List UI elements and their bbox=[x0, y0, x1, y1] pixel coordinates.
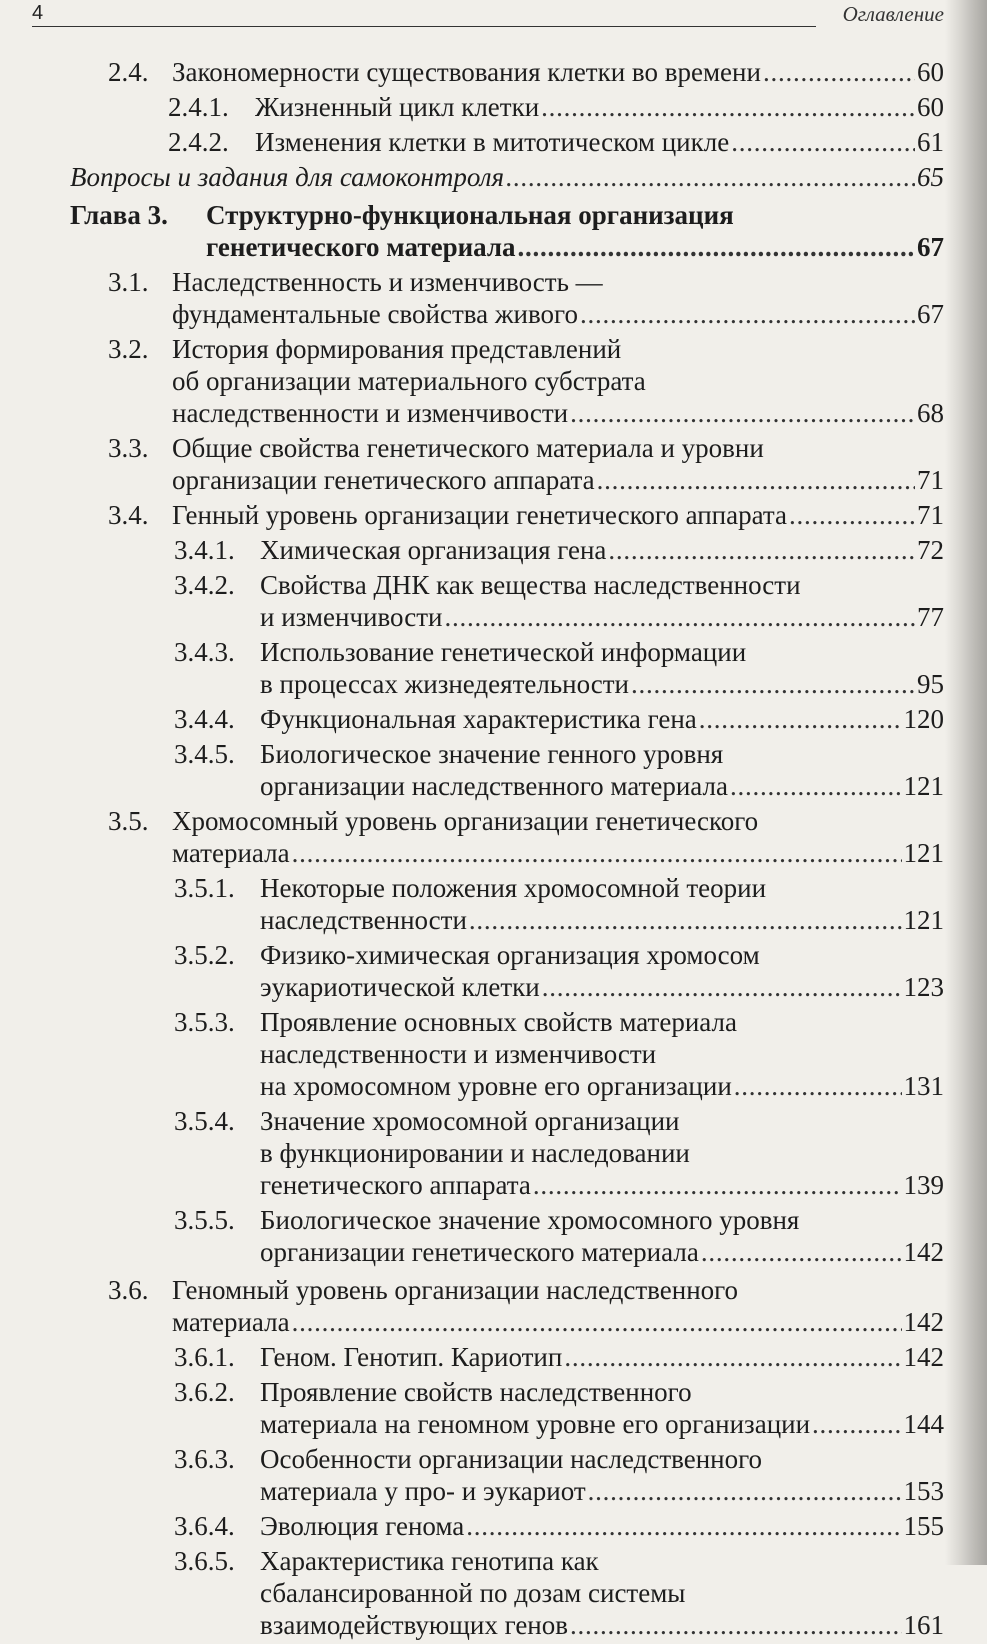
toc-entry[interactable] bbox=[0, 1341, 944, 1373]
toc-entry-line: организации генетического материала bbox=[260, 1237, 699, 1267]
toc-entry-page: 144 bbox=[903, 1409, 944, 1439]
toc-entry-number: 3.5.1. bbox=[174, 873, 235, 903]
toc-entry-line: Характеристика генотипа как bbox=[260, 1546, 599, 1576]
toc-entry-number: 3.6.4. bbox=[174, 1511, 235, 1541]
toc-entry-title bbox=[260, 939, 944, 1003]
toc-entry[interactable] bbox=[0, 738, 944, 802]
toc-entry-page: 60 bbox=[917, 92, 944, 122]
toc-entry-number: 3.6.1. bbox=[174, 1342, 235, 1372]
toc-entry-last-line bbox=[172, 499, 944, 531]
toc-entry-line: Использование генетической информации bbox=[260, 637, 747, 667]
toc-entry-title bbox=[260, 1443, 944, 1507]
toc-entry[interactable] bbox=[0, 1274, 944, 1338]
toc-entry-last-line bbox=[260, 1475, 944, 1507]
toc-entry-title bbox=[260, 1376, 944, 1440]
dot-leader bbox=[292, 837, 902, 869]
toc-entry-page: 71 bbox=[917, 465, 944, 495]
toc-entry-line: Хромосомный уровень организации генетического bbox=[172, 806, 759, 836]
toc-entry[interactable] bbox=[0, 636, 944, 700]
toc-entry-title bbox=[172, 499, 944, 531]
toc-entry-title bbox=[260, 1006, 944, 1102]
toc-entry[interactable] bbox=[0, 805, 944, 869]
toc-entry-number: 3.3. bbox=[108, 433, 149, 463]
running-header bbox=[22, 2, 944, 30]
toc-entry-line: на хромосомном уровне его организации bbox=[260, 1071, 732, 1101]
toc-entry-line: Проявление основных свойств материала bbox=[260, 1007, 737, 1037]
page-edge-shadow bbox=[945, 0, 987, 1565]
toc-entry-last-line bbox=[255, 126, 944, 158]
toc-entry-number: 3.6.2. bbox=[174, 1377, 235, 1407]
toc-entry-line: наследственности и изменчивости bbox=[172, 398, 569, 428]
toc-entry-last-line bbox=[260, 1510, 944, 1542]
toc-entry-number: 3.6.3. bbox=[174, 1444, 235, 1474]
toc-entry-number: 3.4.5. bbox=[174, 739, 235, 769]
toc-entry[interactable] bbox=[0, 333, 944, 429]
toc-entry-number: 3.5.5. bbox=[174, 1205, 235, 1235]
toc-entry-title bbox=[260, 534, 944, 566]
dot-leader bbox=[444, 601, 915, 633]
toc-entry-last-line bbox=[260, 703, 944, 735]
toc-entry-number: 3.1. bbox=[108, 267, 149, 297]
toc-entry-title bbox=[260, 1204, 944, 1268]
toc-entry-page: 61 bbox=[917, 127, 944, 157]
toc-entry-title bbox=[255, 91, 944, 123]
toc-entry-title bbox=[172, 56, 944, 88]
toc-entry[interactable] bbox=[0, 432, 944, 496]
toc-entry-line: Структурно-функциональная организация bbox=[206, 200, 734, 230]
dot-leader bbox=[580, 298, 915, 330]
toc-entry-line: фундаментальные свойства живого bbox=[172, 299, 578, 329]
dot-leader bbox=[542, 971, 902, 1003]
toc-entry-page: 67 bbox=[917, 232, 944, 262]
toc-entry-number: 3.6. bbox=[108, 1275, 149, 1305]
toc-entry-page: 72 bbox=[917, 535, 944, 565]
dot-leader bbox=[597, 464, 915, 496]
toc-entry-last-line bbox=[172, 1306, 944, 1338]
toc-entry-page: 67 bbox=[917, 299, 944, 329]
toc-entry-number: 3.4.1. bbox=[174, 535, 235, 565]
toc-entry-page: 131 bbox=[903, 1071, 944, 1101]
table-of-contents bbox=[0, 56, 944, 1644]
dot-leader bbox=[533, 1169, 902, 1201]
toc-entry-line: организации генетического аппарата bbox=[172, 465, 595, 495]
toc-entry-page: 153 bbox=[903, 1476, 944, 1506]
toc-entry-line: сбалансированной по дозам системы bbox=[260, 1578, 686, 1608]
toc-entry-line: Значение хромосомной организации bbox=[260, 1106, 680, 1136]
toc-entry-last-line bbox=[260, 601, 944, 633]
toc-entry[interactable] bbox=[0, 91, 944, 123]
dot-leader bbox=[731, 126, 915, 158]
toc-entry[interactable] bbox=[0, 1105, 944, 1201]
toc-entry-number: 2.4.2. bbox=[168, 127, 229, 157]
toc-entry-line: эукариотической клетки bbox=[260, 972, 540, 1002]
dot-leader bbox=[469, 904, 902, 936]
toc-entry-line: материала у про- и эукариот bbox=[260, 1476, 586, 1506]
toc-entry-line: в процессах жизнедеятельности bbox=[260, 669, 629, 699]
toc-entry-title bbox=[70, 161, 944, 193]
dot-leader bbox=[506, 161, 915, 193]
toc-entry-line: Биологическое значение хромосомного уровня bbox=[260, 1205, 800, 1235]
toc-entry-last-line bbox=[70, 161, 944, 193]
toc-entry-page: 95 bbox=[917, 669, 944, 699]
toc-entry[interactable] bbox=[0, 1204, 944, 1268]
toc-entry-title bbox=[260, 703, 944, 735]
toc-entry-line: Свойства ДНК как вещества наследственности bbox=[260, 570, 801, 600]
toc-entry-last-line bbox=[255, 91, 944, 123]
toc-entry-line: Химическая организация гена bbox=[260, 535, 607, 565]
toc-entry[interactable] bbox=[0, 703, 944, 735]
toc-entry-page: 68 bbox=[917, 398, 944, 428]
toc-entry-line: Генный уровень организации генетического аппарата bbox=[172, 500, 787, 530]
toc-entry-number: 3.6.5. bbox=[174, 1546, 235, 1576]
toc-entry-number: 3.4.4. bbox=[174, 704, 235, 734]
toc-entry-page: 121 bbox=[903, 838, 944, 868]
toc-entry-last-line bbox=[260, 770, 944, 802]
toc-entry-number: 3.5.2. bbox=[174, 940, 235, 970]
toc-entry-line: организации наследственного материала bbox=[260, 771, 728, 801]
toc-entry-line: взаимодействующих генов bbox=[260, 1610, 568, 1640]
toc-entry-page: 120 bbox=[903, 704, 944, 734]
toc-entry-line: Закономерности существования клетки во времени bbox=[172, 57, 761, 87]
toc-entry-last-line bbox=[260, 971, 944, 1003]
toc-entry-number: 3.4.2. bbox=[174, 570, 235, 600]
toc-entry-last-line bbox=[260, 1341, 944, 1373]
toc-entry-line: Физико-химическая организация хромосом bbox=[260, 940, 760, 970]
toc-entry-page: 161 bbox=[903, 1610, 944, 1640]
toc-entry-last-line bbox=[206, 231, 944, 263]
dot-leader bbox=[570, 397, 915, 429]
toc-entry[interactable] bbox=[0, 939, 944, 1003]
toc-entry-line: генетического аппарата bbox=[260, 1170, 531, 1200]
toc-entry-page: 77 bbox=[917, 602, 944, 632]
toc-entry-page: 121 bbox=[903, 771, 944, 801]
toc-entry[interactable] bbox=[0, 56, 944, 88]
toc-entry[interactable] bbox=[0, 534, 944, 566]
toc-entry-last-line bbox=[260, 668, 944, 700]
toc-entry-last-line bbox=[172, 56, 944, 88]
toc-entry-line: История формирования представлений bbox=[172, 334, 622, 364]
toc-entry-line: Проявление свойств наследственного bbox=[260, 1377, 692, 1407]
toc-entry-last-line bbox=[260, 1609, 944, 1641]
toc-entry-last-line bbox=[260, 1236, 944, 1268]
toc-entry-title bbox=[260, 872, 944, 936]
toc-entry[interactable] bbox=[0, 1443, 944, 1507]
toc-entry-last-line bbox=[172, 397, 944, 429]
toc-entry-page: 155 bbox=[903, 1511, 944, 1541]
toc-entry-title bbox=[260, 1545, 944, 1641]
toc-entry-line: материала bbox=[172, 838, 290, 868]
toc-entry-line: Некоторые положения хромосомной теории bbox=[260, 873, 767, 903]
toc-entry-line: Общие свойства генетического материала и уровни bbox=[172, 433, 764, 463]
dot-leader bbox=[608, 534, 915, 566]
dot-leader bbox=[466, 1510, 901, 1542]
toc-entry-page: 142 bbox=[903, 1342, 944, 1372]
toc-entry-last-line bbox=[260, 534, 944, 566]
page-number: 4 bbox=[32, 2, 44, 24]
toc-entry-title bbox=[172, 432, 944, 496]
toc-entry-number: 3.4. bbox=[108, 500, 149, 530]
toc-entry-page: 71 bbox=[917, 500, 944, 530]
toc-entry[interactable] bbox=[0, 499, 944, 531]
toc-entry-number: 3.4.3. bbox=[174, 637, 235, 667]
dot-leader bbox=[564, 1341, 901, 1373]
toc-entry-line: Эволюция генома bbox=[260, 1511, 465, 1541]
toc-entry-line: в функционировании и наследовании bbox=[260, 1138, 690, 1168]
toc-entry-title bbox=[260, 569, 944, 633]
toc-entry-title bbox=[260, 738, 944, 802]
toc-entry[interactable] bbox=[0, 266, 944, 330]
toc-entry-title bbox=[172, 805, 944, 869]
dot-leader bbox=[789, 499, 915, 531]
toc-entry-last-line bbox=[260, 904, 944, 936]
toc-entry-line: наследственности bbox=[260, 905, 467, 935]
header-rule bbox=[32, 26, 816, 27]
dot-leader bbox=[541, 91, 915, 123]
dot-leader bbox=[588, 1475, 902, 1507]
toc-entry-number: 3.5. bbox=[108, 806, 149, 836]
toc-entry-title bbox=[206, 199, 944, 263]
dot-leader bbox=[730, 770, 902, 802]
toc-entry[interactable] bbox=[0, 199, 944, 263]
toc-entry-line: и изменчивости bbox=[260, 602, 443, 632]
toc-entry-page: 60 bbox=[917, 57, 944, 87]
toc-entry-line: генетического материала bbox=[206, 232, 516, 262]
toc-entry-line: материала на геномном уровне его организации bbox=[260, 1409, 811, 1439]
toc-entry-page: 65 bbox=[917, 162, 944, 192]
toc-entry-last-line bbox=[260, 1070, 944, 1102]
toc-entry-title bbox=[260, 1105, 944, 1201]
toc-entry-line: Биологическое значение генного уровня bbox=[260, 739, 724, 769]
toc-entry-line: Жизненный цикл клетки bbox=[255, 92, 540, 122]
toc-entry-last-line bbox=[260, 1169, 944, 1201]
toc-entry-title bbox=[260, 1341, 944, 1373]
toc-entry-number: Глава 3. bbox=[70, 200, 168, 230]
toc-entry-line: Геномный уровень организации наследственного bbox=[172, 1275, 739, 1305]
toc-entry[interactable] bbox=[0, 1376, 944, 1440]
toc-entry-number: 3.5.4. bbox=[174, 1106, 235, 1136]
dot-leader bbox=[631, 668, 915, 700]
toc-entry-page: 142 bbox=[903, 1237, 944, 1267]
toc-entry-number: 2.4.1. bbox=[168, 92, 229, 122]
toc-entry-number: 2.4. bbox=[108, 57, 149, 87]
dot-leader bbox=[570, 1609, 902, 1641]
dot-leader bbox=[518, 231, 915, 263]
toc-entry-title bbox=[255, 126, 944, 158]
toc-entry-last-line bbox=[172, 464, 944, 496]
dot-leader bbox=[734, 1070, 902, 1102]
toc-entry-page: 142 bbox=[903, 1307, 944, 1337]
toc-entry-title bbox=[172, 266, 944, 330]
toc-entry-title bbox=[260, 636, 944, 700]
dot-leader bbox=[699, 703, 902, 735]
toc-entry-page: 121 bbox=[903, 905, 944, 935]
toc-entry-page: 139 bbox=[903, 1170, 944, 1200]
toc-entry[interactable] bbox=[0, 569, 944, 633]
toc-entry-line: об организации материального субстрата bbox=[172, 366, 646, 396]
toc-entry-title bbox=[172, 333, 944, 429]
toc-entry-line: Вопросы и задания для самоконтроля bbox=[70, 162, 505, 192]
toc-entry-line: Функциональная характеристика гена bbox=[260, 704, 697, 734]
toc-entry-line: Особенности организации наследственного bbox=[260, 1444, 763, 1474]
toc-entry-line: Изменения клетки в митотическом цикле bbox=[255, 127, 730, 157]
toc-entry-line: Геном. Генотип. Кариотип bbox=[260, 1342, 563, 1372]
toc-entry[interactable] bbox=[0, 872, 944, 936]
toc-entry-last-line bbox=[172, 298, 944, 330]
toc-entry-line: Наследственность и изменчивость — bbox=[172, 267, 603, 297]
toc-entry-last-line bbox=[172, 837, 944, 869]
dot-leader bbox=[701, 1236, 902, 1268]
toc-entry[interactable] bbox=[0, 1545, 944, 1641]
toc-entry[interactable] bbox=[0, 1006, 944, 1102]
dot-leader bbox=[763, 56, 915, 88]
toc-entry-number: 3.5.3. bbox=[174, 1007, 235, 1037]
toc-entry-title bbox=[260, 1510, 944, 1542]
toc-entry-line: материала bbox=[172, 1307, 290, 1337]
toc-entry-number: 3.2. bbox=[108, 334, 149, 364]
toc-entry[interactable] bbox=[0, 126, 944, 158]
toc-entry-page: 123 bbox=[903, 972, 944, 1002]
toc-entry-line: наследственности и изменчивости bbox=[260, 1039, 657, 1069]
toc-entry[interactable] bbox=[0, 1510, 944, 1542]
toc-entry-last-line bbox=[260, 1408, 944, 1440]
toc-entry[interactable] bbox=[0, 161, 944, 193]
toc-entry-title bbox=[172, 1274, 944, 1338]
dot-leader bbox=[812, 1408, 901, 1440]
dot-leader bbox=[292, 1306, 902, 1338]
running-title: Оглавление bbox=[842, 2, 944, 26]
